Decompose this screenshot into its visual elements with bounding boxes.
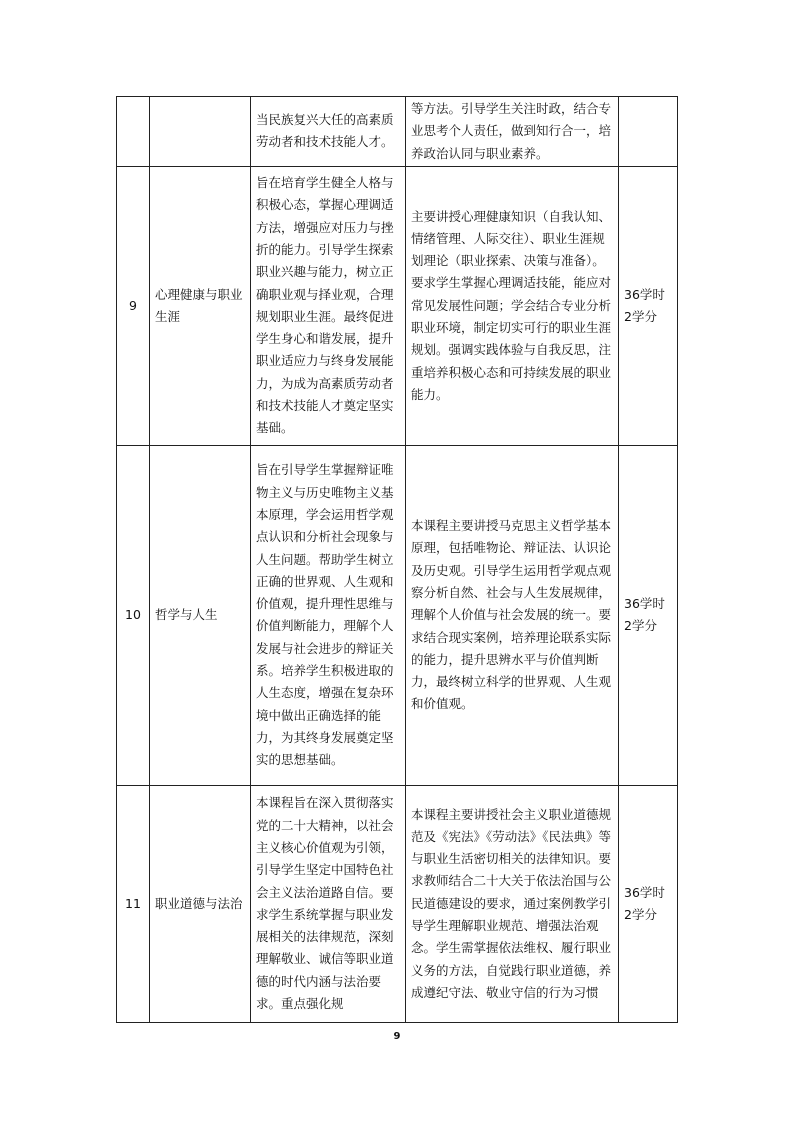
course-hours-cell	[619, 166, 678, 445]
course-content: 等方法。引导学生关注时政，结合专业思考个人责任，做到知行合一，培养政治认同与职业素养。	[411, 101, 612, 161]
course-goal: 本课程旨在深入贯彻落实党的二十大精神，以社会主义核心价值观为引领，引导学生坚定中国特色社会主义法治道路自信。要求学生系统掌握与职业发展相关的法律规范，深刻理解敬业、诚信等职业道德的时代内涵与法治要求。重点强化规	[256, 795, 394, 1012]
course-name: 职业道德与法治	[155, 895, 243, 911]
course-hours: 36学时	[624, 286, 665, 302]
course-number: 11	[125, 895, 141, 911]
course-hours: 36学时	[624, 596, 665, 612]
course-number-cell	[117, 97, 150, 167]
course-credits: 2学分	[624, 618, 657, 634]
course-number-cell	[117, 445, 150, 785]
course-name: 哲学与人生	[155, 607, 218, 623]
course-hours-cell	[619, 97, 678, 167]
course-goal: 当民族复兴大任的高素质劳动者和技术技能人才。	[256, 112, 394, 150]
course-content: 主要讲授心理健康知识（自我认知、情绪管理、人际交往）、职业生涯规划理论（职业探索、决策与准备）。要求学生掌握心理调适技能，能应对常见发展性问题；学会结合专业分析职业环境，制定切实可行的职业生涯规划。强调实践体验与自我反思，注重培养积极心态和可持续发展的职业能力。	[411, 208, 612, 402]
course-number: 9	[129, 297, 137, 313]
course-content: 本课程主要讲授社会主义职业道德规范及《宪法》《劳动法》《民法典》等与职业生活密切相关的法律知识。要求教师结合二十大关于依法治国与公民道德建设的要求，通过案例教学引导学生理解职业规范、增强法治观念。学生需掌握依法维权、履行职业义务的方法，自觉践行职业道德，养成遵纪守法、敬业守信的行为习惯	[411, 806, 612, 1000]
course-name-cell	[150, 445, 251, 785]
table-row	[117, 785, 678, 1022]
course-content-cell	[406, 445, 619, 785]
course-goal: 旨在培育学生健全人格与积极心态，掌握心理调适方法，增强应对压力与挫折的能力。引导学生探索职业兴趣与能力，树立正确职业观与择业观，合理规划职业生涯。最终促进学生身心和谐发展，提升职业适应力与终身发展能力，为成为高素质劳动者和技术技能人才奠定坚实基础。	[256, 175, 394, 436]
course-number-cell	[117, 785, 150, 1022]
course-content-cell	[406, 97, 619, 167]
course-goal-cell	[251, 785, 406, 1022]
course-credits: 2学分	[624, 906, 657, 922]
course-hours-cell	[619, 445, 678, 785]
course-goal-cell	[251, 97, 406, 167]
course-content-cell	[406, 785, 619, 1022]
table-row	[117, 166, 678, 445]
course-name-cell	[150, 166, 251, 445]
course-content-cell	[406, 166, 619, 445]
course-table	[116, 96, 678, 1023]
course-number-cell	[117, 166, 150, 445]
course-credits: 2学分	[624, 308, 657, 324]
table-row	[117, 445, 678, 785]
page-number: 9	[393, 1031, 401, 1042]
course-hours: 36学时	[624, 884, 665, 900]
table-row	[117, 97, 678, 167]
course-name-cell	[150, 785, 251, 1022]
course-hours-cell	[619, 785, 678, 1022]
course-goal-cell	[251, 445, 406, 785]
course-goal: 旨在引导学生掌握辩证唯物主义与历史唯物主义基本原理，学会运用哲学观点认识和分析社会现象与人生问题。帮助学生树立正确的世界观、人生观和价值观，提升理性思维与价值判断能力，理解个人发展与社会进步的辩证关系。培养学生积极进取的人生态度，增强在复杂环境中做出正确选择的能力，为其终身发展奠定坚实的思想基础。	[256, 462, 394, 768]
course-goal-cell	[251, 166, 406, 445]
course-content: 本课程主要讲授马克思主义哲学基本原理，包括唯物论、辩证法、认识论及历史观。引导学生运用哲学观点观察分析自然、社会与人生发展规律，理解个人价值与社会发展的统一。要求结合现实案例，培养理论联系实际的能力，提升思辨水平与价值判断力，最终树立科学的世界观、人生观和价值观。	[411, 518, 612, 712]
course-name-cell	[150, 97, 251, 167]
course-number: 10	[125, 607, 141, 623]
course-name: 心理健康与职业生涯	[155, 286, 243, 324]
